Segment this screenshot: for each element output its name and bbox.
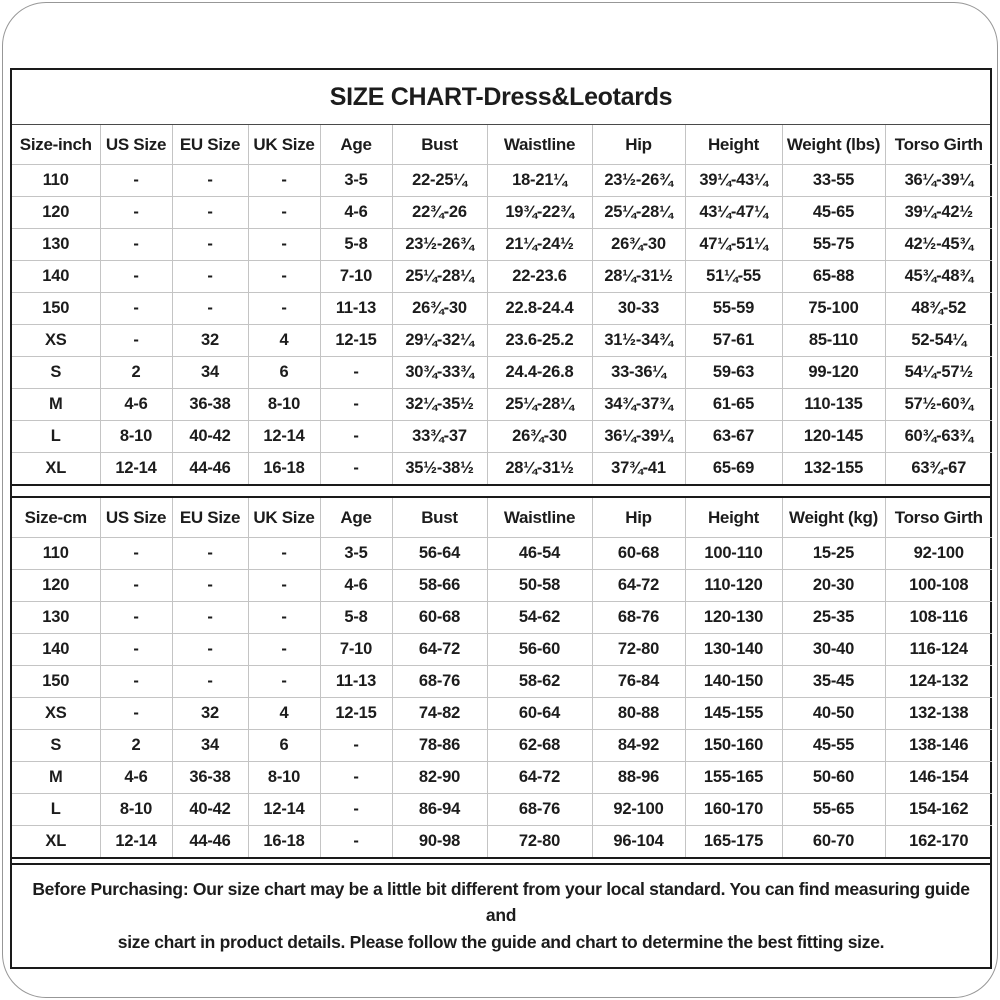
value-cell: - <box>320 762 392 794</box>
value-cell: - <box>172 197 248 229</box>
value-cell: 32¼-35½ <box>392 389 487 421</box>
value-cell: - <box>248 666 320 698</box>
value-cell: 72-80 <box>487 826 592 858</box>
value-cell: 2 <box>100 357 172 389</box>
value-cell: - <box>248 229 320 261</box>
value-cell: - <box>100 570 172 602</box>
value-cell: 88-96 <box>592 762 685 794</box>
value-cell: 22.8-24.4 <box>487 293 592 325</box>
value-cell: 6 <box>248 357 320 389</box>
purchase-note-line2: size chart in product details. Please follow the guide and chart to determine the best fitting size. <box>117 931 885 952</box>
value-cell: 36¼-39¼ <box>592 421 685 453</box>
value-cell: 60¾-63¾ <box>885 421 992 453</box>
value-cell: 60-68 <box>592 538 685 570</box>
column-header: Height <box>685 125 782 165</box>
value-cell: 54-62 <box>487 602 592 634</box>
value-cell: 26¾-30 <box>592 229 685 261</box>
value-cell: 132-155 <box>782 453 885 485</box>
value-cell: 45-55 <box>782 730 885 762</box>
table-row <box>12 165 992 197</box>
column-header: Waistline <box>487 498 592 538</box>
value-cell: 130-140 <box>685 634 782 666</box>
value-cell: 55-65 <box>782 794 885 826</box>
value-cell: - <box>172 634 248 666</box>
value-cell: 90-98 <box>392 826 487 858</box>
value-cell: 92-100 <box>592 794 685 826</box>
value-cell: 16-18 <box>248 453 320 485</box>
value-cell: - <box>248 634 320 666</box>
value-cell: 12-15 <box>320 325 392 357</box>
value-cell: 21¼-24½ <box>487 229 592 261</box>
value-cell: 42½-45¾ <box>885 229 992 261</box>
value-cell: 4-6 <box>320 570 392 602</box>
value-cell: - <box>172 293 248 325</box>
table-row <box>12 570 992 602</box>
value-cell: 30-40 <box>782 634 885 666</box>
header-row <box>12 125 992 165</box>
value-cell: 65-88 <box>782 261 885 293</box>
value-cell: - <box>248 538 320 570</box>
size-label-cell: 140 <box>12 261 100 293</box>
value-cell: 18-21¼ <box>487 165 592 197</box>
size-label-cell: S <box>12 357 100 389</box>
size-label-cell: XL <box>12 453 100 485</box>
value-cell: - <box>248 602 320 634</box>
column-header: Height <box>685 498 782 538</box>
value-cell: 23.6-25.2 <box>487 325 592 357</box>
note-section-divider <box>12 857 990 865</box>
purchase-note <box>12 865 990 967</box>
header-row <box>12 498 992 538</box>
value-cell: 120-145 <box>782 421 885 453</box>
column-header: Bust <box>392 498 487 538</box>
table-row <box>12 698 992 730</box>
value-cell: 120-130 <box>685 602 782 634</box>
value-cell: - <box>320 730 392 762</box>
value-cell: 36¼-39¼ <box>885 165 992 197</box>
value-cell: 48¾-52 <box>885 293 992 325</box>
size-label-cell: M <box>12 762 100 794</box>
value-cell: 25¼-28¼ <box>487 389 592 421</box>
value-cell: 40-42 <box>172 421 248 453</box>
value-cell: - <box>172 666 248 698</box>
size-label-cell: S <box>12 730 100 762</box>
value-cell: 37¾-41 <box>592 453 685 485</box>
table-section-divider <box>12 484 990 498</box>
value-cell: 5-8 <box>320 602 392 634</box>
value-cell: 80-88 <box>592 698 685 730</box>
table-row <box>12 794 992 826</box>
value-cell: 140-150 <box>685 666 782 698</box>
column-header: Bust <box>392 125 487 165</box>
value-cell: 43¼-47¼ <box>685 197 782 229</box>
value-cell: - <box>248 293 320 325</box>
value-cell: 7-10 <box>320 261 392 293</box>
value-cell: 76-84 <box>592 666 685 698</box>
value-cell: 55-75 <box>782 229 885 261</box>
value-cell: 124-132 <box>885 666 992 698</box>
size-label-cell: 140 <box>12 634 100 666</box>
value-cell: 50-58 <box>487 570 592 602</box>
value-cell: 116-124 <box>885 634 992 666</box>
value-cell: 3-5 <box>320 165 392 197</box>
value-cell: 138-146 <box>885 730 992 762</box>
value-cell: - <box>248 197 320 229</box>
value-cell: - <box>172 261 248 293</box>
value-cell: 4 <box>248 325 320 357</box>
value-cell: - <box>248 261 320 293</box>
size-label-cell: 120 <box>12 197 100 229</box>
value-cell: 60-64 <box>487 698 592 730</box>
size-label-cell: XS <box>12 325 100 357</box>
value-cell: - <box>100 602 172 634</box>
value-cell: - <box>100 666 172 698</box>
table-row <box>12 421 992 453</box>
value-cell: 4 <box>248 698 320 730</box>
value-cell: 96-104 <box>592 826 685 858</box>
value-cell: 40-42 <box>172 794 248 826</box>
column-header: Size-cm <box>12 498 100 538</box>
value-cell: 8-10 <box>248 389 320 421</box>
column-header: US Size <box>100 498 172 538</box>
value-cell: - <box>100 698 172 730</box>
value-cell: 33-55 <box>782 165 885 197</box>
value-cell: 68-76 <box>392 666 487 698</box>
value-cell: 45¾-48¾ <box>885 261 992 293</box>
table-row <box>12 730 992 762</box>
value-cell: 84-92 <box>592 730 685 762</box>
column-header: Weight (kg) <box>782 498 885 538</box>
value-cell: 15-25 <box>782 538 885 570</box>
value-cell: 64-72 <box>487 762 592 794</box>
value-cell: 33-36¼ <box>592 357 685 389</box>
table-row <box>12 229 992 261</box>
value-cell: 32 <box>172 325 248 357</box>
size-chart-panel <box>10 68 992 969</box>
value-cell: 155-165 <box>685 762 782 794</box>
value-cell: 12-14 <box>100 826 172 858</box>
value-cell: 110-135 <box>782 389 885 421</box>
value-cell: - <box>172 229 248 261</box>
size-label-cell: 150 <box>12 666 100 698</box>
value-cell: - <box>320 826 392 858</box>
value-cell: - <box>172 165 248 197</box>
value-cell: 12-14 <box>248 421 320 453</box>
value-cell: - <box>248 570 320 602</box>
value-cell: - <box>100 538 172 570</box>
value-cell: - <box>100 325 172 357</box>
value-cell: 162-170 <box>885 826 992 858</box>
value-cell: - <box>172 602 248 634</box>
value-cell: 82-90 <box>392 762 487 794</box>
column-header: Age <box>320 125 392 165</box>
size-label-cell: 130 <box>12 602 100 634</box>
value-cell: 7-10 <box>320 634 392 666</box>
value-cell: 12-14 <box>248 794 320 826</box>
value-cell: 56-60 <box>487 634 592 666</box>
column-header: Hip <box>592 498 685 538</box>
value-cell: - <box>100 293 172 325</box>
value-cell: - <box>172 570 248 602</box>
value-cell: 55-59 <box>685 293 782 325</box>
value-cell: 12-15 <box>320 698 392 730</box>
value-cell: 92-100 <box>885 538 992 570</box>
value-cell: 25¼-28¼ <box>392 261 487 293</box>
value-cell: 5-8 <box>320 229 392 261</box>
table-row <box>12 602 992 634</box>
value-cell: 4-6 <box>100 389 172 421</box>
size-label-cell: 150 <box>12 293 100 325</box>
value-cell: 132-138 <box>885 698 992 730</box>
value-cell: 28¼-31½ <box>592 261 685 293</box>
table-row <box>12 197 992 229</box>
value-cell: 20-30 <box>782 570 885 602</box>
value-cell: - <box>320 357 392 389</box>
size-label-cell: L <box>12 421 100 453</box>
value-cell: 22-25¼ <box>392 165 487 197</box>
value-cell: 78-86 <box>392 730 487 762</box>
value-cell: - <box>100 165 172 197</box>
value-cell: 64-72 <box>592 570 685 602</box>
column-header: Size-inch <box>12 125 100 165</box>
table-row <box>12 293 992 325</box>
value-cell: 26¾-30 <box>487 421 592 453</box>
value-cell: 23½-26¾ <box>392 229 487 261</box>
value-cell: 64-72 <box>392 634 487 666</box>
value-cell: 16-18 <box>248 826 320 858</box>
table-row <box>12 357 992 389</box>
value-cell: - <box>320 421 392 453</box>
value-cell: 30-33 <box>592 293 685 325</box>
value-cell: - <box>100 261 172 293</box>
chart-title: SIZE CHART-Dress&Leotards <box>12 70 990 125</box>
column-header: US Size <box>100 125 172 165</box>
column-header: Weight (lbs) <box>782 125 885 165</box>
column-header: Age <box>320 498 392 538</box>
table-row <box>12 762 992 794</box>
size-label-cell: 120 <box>12 570 100 602</box>
value-cell: 36-38 <box>172 762 248 794</box>
table-row <box>12 261 992 293</box>
value-cell: 100-108 <box>885 570 992 602</box>
table-row <box>12 634 992 666</box>
value-cell: 57-61 <box>685 325 782 357</box>
table-row <box>12 666 992 698</box>
column-header: UK Size <box>248 125 320 165</box>
value-cell: 30¾-33¾ <box>392 357 487 389</box>
value-cell: 31½-34¾ <box>592 325 685 357</box>
value-cell: 56-64 <box>392 538 487 570</box>
size-label-cell: 110 <box>12 165 100 197</box>
value-cell: 68-76 <box>592 602 685 634</box>
value-cell: - <box>172 538 248 570</box>
value-cell: 74-82 <box>392 698 487 730</box>
value-cell: 12-14 <box>100 453 172 485</box>
value-cell: 100-110 <box>685 538 782 570</box>
column-header: EU Size <box>172 498 248 538</box>
value-cell: 25-35 <box>782 602 885 634</box>
value-cell: - <box>320 794 392 826</box>
value-cell: 145-155 <box>685 698 782 730</box>
value-cell: 63¾-67 <box>885 453 992 485</box>
value-cell: 85-110 <box>782 325 885 357</box>
value-cell: 24.4-26.8 <box>487 357 592 389</box>
size-label-cell: 130 <box>12 229 100 261</box>
column-header: Torso Girth <box>885 498 992 538</box>
value-cell: - <box>100 197 172 229</box>
column-header: UK Size <box>248 498 320 538</box>
value-cell: 59-63 <box>685 357 782 389</box>
value-cell: 154-162 <box>885 794 992 826</box>
value-cell: 61-65 <box>685 389 782 421</box>
value-cell: 54¼-57½ <box>885 357 992 389</box>
value-cell: 22¾-26 <box>392 197 487 229</box>
value-cell: 26¾-30 <box>392 293 487 325</box>
table-row <box>12 389 992 421</box>
value-cell: 150-160 <box>685 730 782 762</box>
value-cell: 52-54¼ <box>885 325 992 357</box>
value-cell: 8-10 <box>248 762 320 794</box>
value-cell: 60-70 <box>782 826 885 858</box>
value-cell: 60-68 <box>392 602 487 634</box>
value-cell: 6 <box>248 730 320 762</box>
value-cell: 47¼-51¼ <box>685 229 782 261</box>
value-cell: 8-10 <box>100 794 172 826</box>
value-cell: 3-5 <box>320 538 392 570</box>
table-row <box>12 826 992 858</box>
value-cell: 29¼-32¼ <box>392 325 487 357</box>
value-cell: 44-46 <box>172 826 248 858</box>
size-label-cell: XL <box>12 826 100 858</box>
value-cell: 33¾-37 <box>392 421 487 453</box>
value-cell: 32 <box>172 698 248 730</box>
value-cell: 110-120 <box>685 570 782 602</box>
value-cell: - <box>320 389 392 421</box>
value-cell: 44-46 <box>172 453 248 485</box>
value-cell: 58-62 <box>487 666 592 698</box>
value-cell: 86-94 <box>392 794 487 826</box>
value-cell: 8-10 <box>100 421 172 453</box>
value-cell: 34 <box>172 730 248 762</box>
value-cell: 40-50 <box>782 698 885 730</box>
value-cell: - <box>320 453 392 485</box>
value-cell: 28¼-31½ <box>487 453 592 485</box>
value-cell: 34¾-37¾ <box>592 389 685 421</box>
value-cell: 34 <box>172 357 248 389</box>
value-cell: 75-100 <box>782 293 885 325</box>
value-cell: 46-54 <box>487 538 592 570</box>
table-row <box>12 453 992 485</box>
value-cell: - <box>100 634 172 666</box>
value-cell: 11-13 <box>320 666 392 698</box>
value-cell: 146-154 <box>885 762 992 794</box>
size-label-cell: M <box>12 389 100 421</box>
value-cell: 108-116 <box>885 602 992 634</box>
value-cell: 62-68 <box>487 730 592 762</box>
value-cell: 39¼-43¼ <box>685 165 782 197</box>
column-header: Waistline <box>487 125 592 165</box>
value-cell: 22-23.6 <box>487 261 592 293</box>
value-cell: 35½-38½ <box>392 453 487 485</box>
table-row <box>12 325 992 357</box>
value-cell: 11-13 <box>320 293 392 325</box>
value-cell: 58-66 <box>392 570 487 602</box>
size-label-cell: L <box>12 794 100 826</box>
value-cell: 2 <box>100 730 172 762</box>
value-cell: 19¾-22¾ <box>487 197 592 229</box>
size-inch-table <box>12 125 992 484</box>
value-cell: 72-80 <box>592 634 685 666</box>
value-cell: 68-76 <box>487 794 592 826</box>
column-header: Torso Girth <box>885 125 992 165</box>
value-cell: 99-120 <box>782 357 885 389</box>
value-cell: 36-38 <box>172 389 248 421</box>
value-cell: 4-6 <box>100 762 172 794</box>
table-row <box>12 538 992 570</box>
value-cell: 63-67 <box>685 421 782 453</box>
column-header: Hip <box>592 125 685 165</box>
size-label-cell: XS <box>12 698 100 730</box>
value-cell: 25¼-28¼ <box>592 197 685 229</box>
value-cell: 65-69 <box>685 453 782 485</box>
size-label-cell: 110 <box>12 538 100 570</box>
value-cell: 51¼-55 <box>685 261 782 293</box>
value-cell: 35-45 <box>782 666 885 698</box>
value-cell: 4-6 <box>320 197 392 229</box>
size-cm-table <box>12 498 992 857</box>
value-cell: 50-60 <box>782 762 885 794</box>
column-header: EU Size <box>172 125 248 165</box>
value-cell: 23½-26¾ <box>592 165 685 197</box>
value-cell: 160-170 <box>685 794 782 826</box>
value-cell: - <box>100 229 172 261</box>
value-cell: 57½-60¾ <box>885 389 992 421</box>
purchase-note-line1: Before Purchasing: Our size chart may be a little bit different from your local standard. You can find measuring guide and <box>32 879 970 926</box>
value-cell: - <box>248 165 320 197</box>
value-cell: 45-65 <box>782 197 885 229</box>
value-cell: 39¼-42½ <box>885 197 992 229</box>
value-cell: 165-175 <box>685 826 782 858</box>
